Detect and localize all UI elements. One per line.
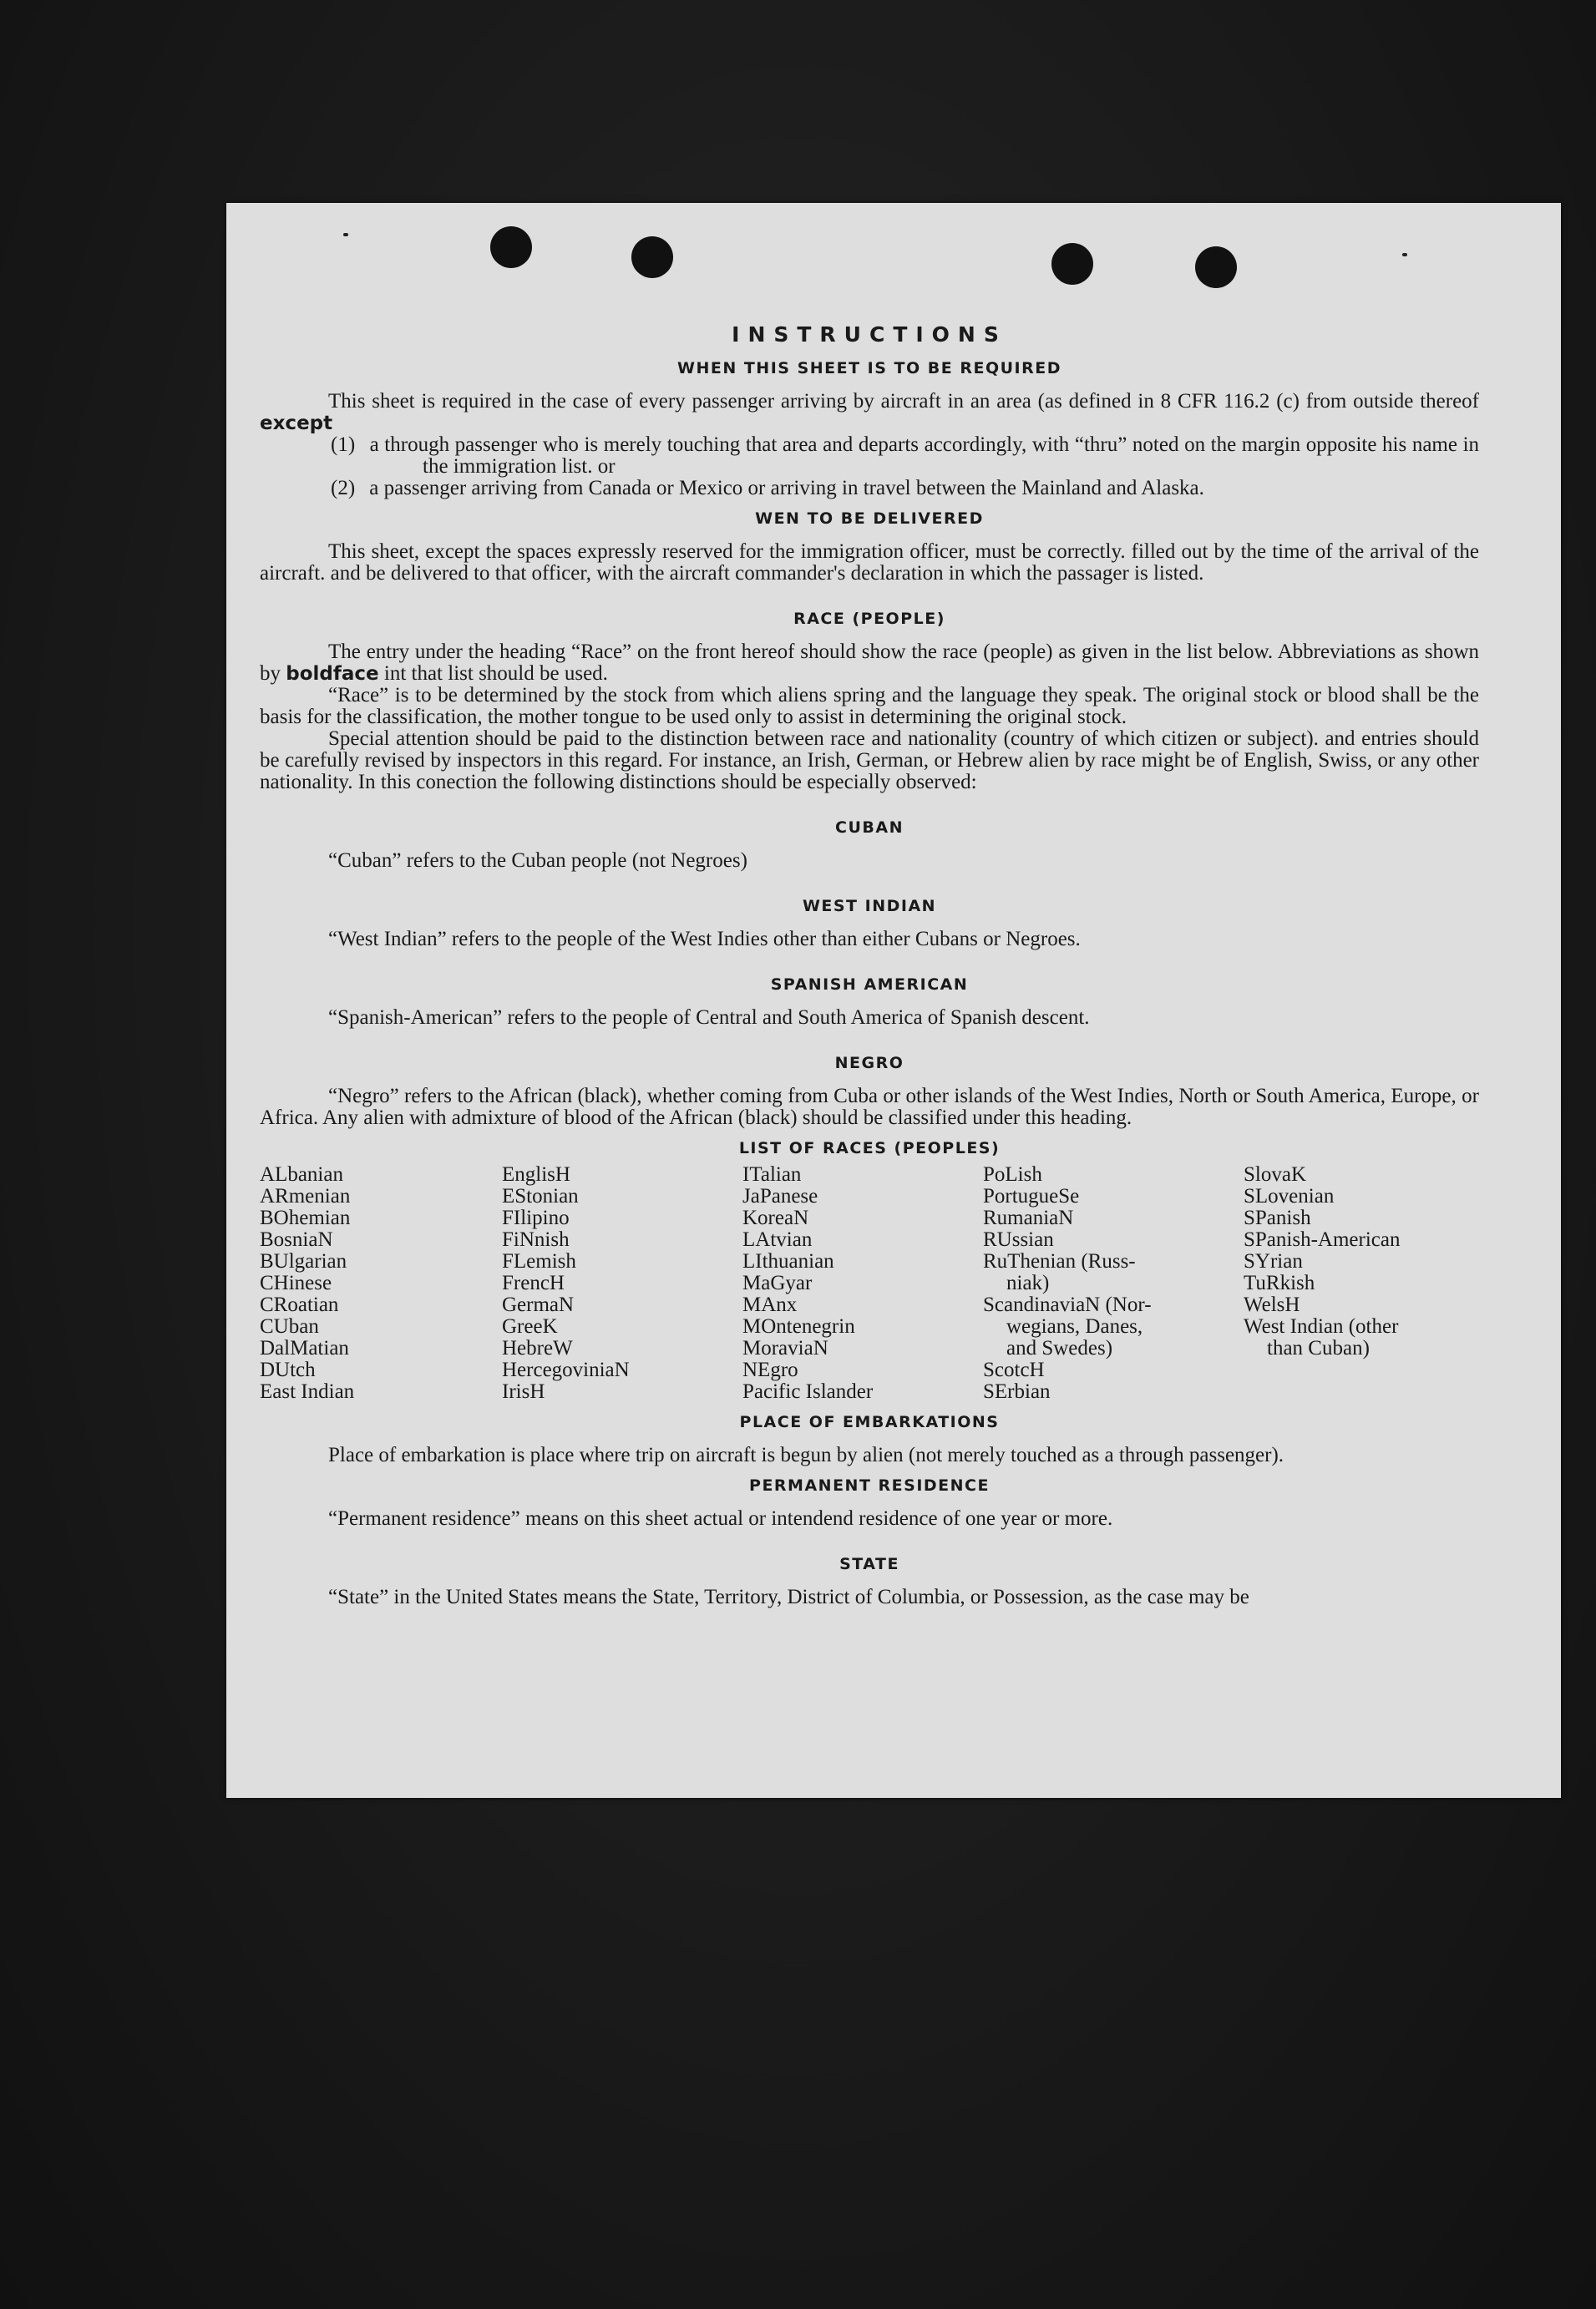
race-item: EnglisH (502, 1163, 570, 1186)
race-item: SPanish-American (1244, 1228, 1401, 1251)
heading-negro: NEGRO (834, 1054, 904, 1072)
scan-speck (1402, 253, 1407, 256)
race-item: Pacific Islander (742, 1380, 874, 1403)
punch-hole (1051, 243, 1093, 285)
race-column-5 (1244, 1164, 1479, 1403)
race-item: SErbian (983, 1380, 1051, 1403)
race-item: LIthuanian (742, 1250, 834, 1273)
race-item: PoLish (983, 1163, 1042, 1186)
heading-permanent-residence: PERMANENT RESIDENCE (749, 1476, 990, 1495)
heading-cuban: CUBAN (835, 818, 904, 837)
race-item: TuRkish (1244, 1272, 1315, 1294)
delivered-text: This sheet, except the spaces expressly reserved for the immigration officer, must be correctly. filled out by the time of the arrival of the aircraft. and be delivered to that officer, with the aircraft commander's declaration in which the passager is listed. (260, 540, 1479, 585)
race-item: LAtvian (742, 1228, 813, 1251)
race-item: RUssian (983, 1228, 1054, 1251)
heading-list-of-races: LIST OF RACES (PEOPLES) (738, 1139, 1001, 1157)
punch-hole (1195, 246, 1237, 288)
race-item: SlovaK (1244, 1163, 1306, 1186)
embarkation-text: Place of embarkation is place where trip on aircraft is begun by alien (not merely touched as a through passenger). (328, 1444, 1284, 1466)
race-item: ARmenian (260, 1185, 351, 1208)
race-item: MoraviaN (742, 1337, 828, 1360)
punch-hole (631, 236, 673, 278)
race-item: IrisH (502, 1380, 545, 1403)
race-item: than Cuban) (1267, 1337, 1370, 1360)
race-paragraph-1: The entry under the heading “Race” on the front hereof should show the race (people) as given in the list below. Abbreviations as shown by boldface int that list should be used. (260, 641, 1479, 685)
race-item: DalMatian (260, 1337, 349, 1360)
race-item: West Indian (other (1244, 1315, 1399, 1338)
race-item: NEgro (742, 1359, 798, 1381)
scan-speck (343, 233, 348, 236)
page-title: INSTRUCTIONS (732, 322, 1007, 347)
residence-text: “Permanent residence” means on this sheet actual or intendend residence of one year or more. (328, 1507, 1113, 1530)
heading-west-indian: WEST INDIAN (802, 897, 937, 915)
race-item: WelsH (1244, 1294, 1300, 1316)
race-item: RumaniaN (983, 1207, 1074, 1229)
race-item: CUban (260, 1315, 319, 1338)
race-item: FIlipino (502, 1207, 570, 1229)
race-item: niak) (1006, 1272, 1050, 1294)
race-list (260, 1164, 1479, 1403)
heading-race: RACE (PEOPLE) (793, 610, 945, 628)
punch-hole (490, 226, 532, 268)
document-page (226, 203, 1561, 1798)
race-item: GreeK (502, 1315, 558, 1338)
state-text: “State” in the United States means the State, Territory, District of Columbia, or Possession, as the case may be (328, 1586, 1249, 1608)
heading-state: STATE (839, 1555, 899, 1573)
race-paragraph-2: “Race” is to be determined by the stock from which aliens spring and the language they speak. The original stock or blood shall be the basis for the classification, the mother tongue to be used only to assist in determining the original stock. (260, 684, 1479, 728)
race-item: BUlgarian (260, 1250, 347, 1273)
instructions-body (260, 324, 1479, 1608)
required-intro: This sheet is required in the case of every passenger arriving by aircraft in an area (as defined in 8 CFR 116.2 (c) from outside thereof except (260, 390, 1479, 434)
race-item: East Indian (260, 1380, 355, 1403)
required-item-1: (1) a through passenger who is merely touching that area and departs accordingly, with “thru” noted on the margin opposite his name in the immigration list. or (331, 433, 1480, 478)
race-paragraph-3: Special attention should be paid to the distinction between race and nationality (country of which citizen or subject). and entries should be carefully revised by inspectors in this regard. For instance, an Irish, German, or Hebrew alien by race might be of English, Swiss, or any other nationality. In this conection the following distinctions should be especially observed: (260, 727, 1479, 793)
heading-delivered: WEN TO BE DELIVERED (755, 509, 984, 528)
heading-embarkation: PLACE OF EMBARKATIONS (739, 1413, 1000, 1431)
race-item: EStonian (502, 1185, 579, 1208)
race-item: SLovenian (1244, 1185, 1335, 1208)
west-indian-text: “West Indian” refers to the people of the West Indies other than either Cubans or Negroes. (328, 928, 1081, 950)
required-item-2: (2) a passenger arriving from Canada or Mexico or arriving in travel between the Mainland and Alaska. (331, 477, 1204, 499)
race-item: GermaN (502, 1294, 575, 1316)
race-column-2 (502, 1164, 742, 1403)
race-column-3 (742, 1164, 983, 1403)
race-item: SYrian (1244, 1250, 1303, 1273)
race-item: SPanish (1244, 1207, 1311, 1229)
race-item: wegians, Danes, (1006, 1315, 1143, 1338)
race-item: MaGyar (742, 1272, 813, 1294)
race-item: PortugueSe (983, 1185, 1080, 1208)
race-item: FiNnish (502, 1228, 570, 1251)
race-item: HebreW (502, 1337, 573, 1360)
race-item: ALbanian (260, 1163, 343, 1186)
negro-text: “Negro” refers to the African (black), whether coming from Cuba or other islands of the West Indies, North or South America, Europe, or Africa. Any alien with admixture of blood of the African (black) should be classified under this heading. (260, 1085, 1479, 1129)
race-item: and Swedes) (1006, 1337, 1113, 1360)
heading-spanish-american: SPANISH AMERICAN (770, 975, 969, 994)
race-item: DUtch (260, 1359, 316, 1381)
race-item: MAnx (742, 1294, 798, 1316)
race-item: BOhemian (260, 1207, 351, 1229)
race-item: KoreaN (742, 1207, 809, 1229)
race-item: FrencH (502, 1272, 565, 1294)
race-item: ScandinaviaN (Nor- (983, 1294, 1152, 1316)
race-column-1 (260, 1164, 502, 1403)
race-item: CRoatian (260, 1294, 339, 1316)
race-item: MOntenegrin (742, 1315, 855, 1338)
race-item: CHinese (260, 1272, 332, 1294)
heading-required: WHEN THIS SHEET IS TO BE REQUIRED (676, 359, 1061, 377)
spanish-american-text: “Spanish-American” refers to the people of Central and South America of Spanish descent. (328, 1006, 1090, 1029)
race-item: JaPanese (742, 1185, 818, 1208)
race-item: BosniaN (260, 1228, 333, 1251)
race-item: ITalian (742, 1163, 802, 1186)
race-item: RuThenian (Russ- (983, 1250, 1136, 1273)
race-item: ScotcH (983, 1359, 1045, 1381)
race-item: FLemish (502, 1250, 576, 1273)
cuban-text: “Cuban” refers to the Cuban people (not Negroes) (328, 849, 747, 872)
race-column-4 (983, 1164, 1244, 1403)
race-item: HercegoviniaN (502, 1359, 630, 1381)
